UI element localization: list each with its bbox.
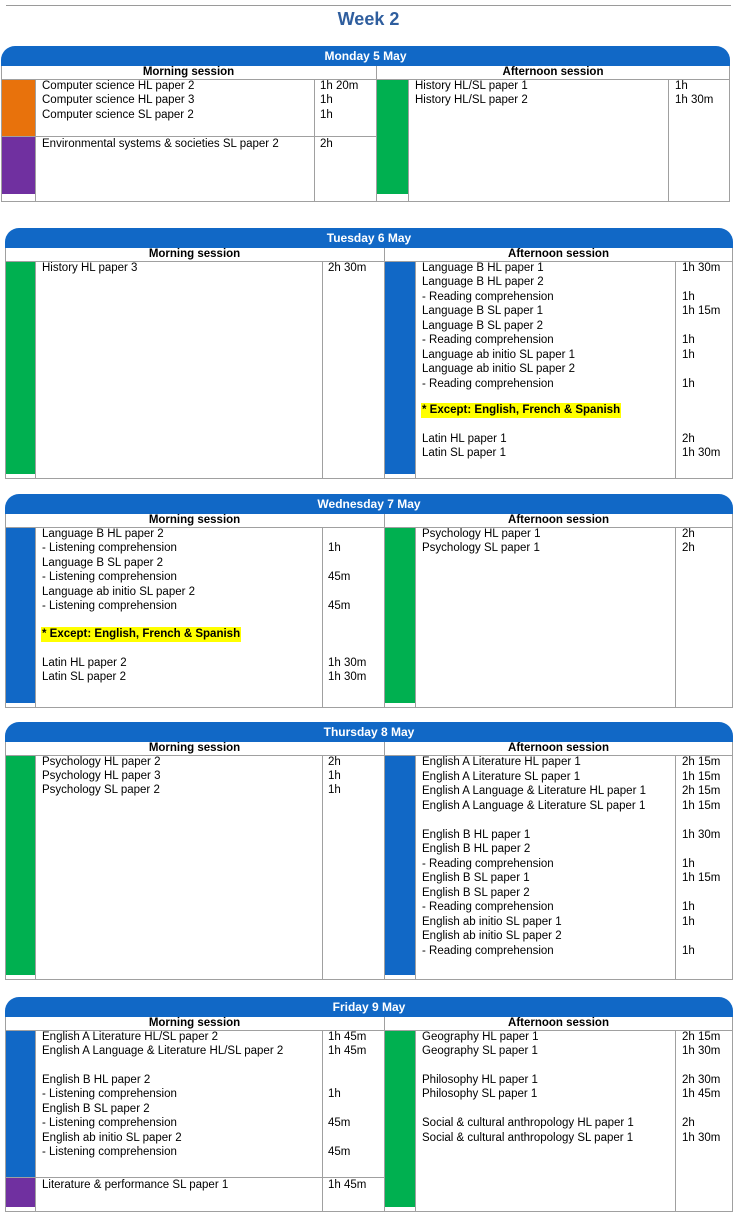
- exam-paper: - Reading comprehension: [422, 291, 554, 303]
- exam-paper: Latin HL paper 2: [42, 657, 127, 669]
- exam-duration: 2h 30m: [682, 1074, 721, 1086]
- day-block: [5, 228, 733, 479]
- divider: [732, 1017, 733, 1212]
- exam-paper: English ab initio SL paper 2: [422, 930, 562, 942]
- exam-duration: 1h 15m: [682, 305, 721, 317]
- divider: [415, 1030, 416, 1212]
- day-header: Wednesday 7 May: [5, 494, 733, 514]
- exam-paper: Latin SL paper 2: [42, 671, 126, 683]
- morning-session-header: Morning session: [148, 514, 241, 526]
- exam-duration: 1h 45m: [328, 1179, 367, 1191]
- exam-duration: 2h: [682, 433, 695, 445]
- exam-duration: 45m: [328, 1146, 351, 1158]
- exam-paper: - Reading comprehension: [422, 901, 554, 913]
- exam-duration: 1h: [682, 291, 695, 303]
- divider: [729, 66, 730, 202]
- exam-paper: Latin HL paper 1: [422, 433, 507, 445]
- divider: [668, 79, 669, 202]
- exam-duration: 1h: [682, 378, 695, 390]
- exam-duration: 1h: [682, 945, 695, 957]
- exam-paper: Language B SL paper 2: [42, 557, 164, 569]
- exam-paper: English B HL paper 2: [422, 843, 531, 855]
- exam-paper: English A Language & Literature SL paper 1: [422, 800, 646, 812]
- day-header: Friday 9 May: [5, 997, 733, 1017]
- subject-color-bar: [385, 1031, 415, 1207]
- divider: [322, 261, 323, 479]
- day-block: [5, 722, 733, 980]
- exam-paper: English B HL paper 2: [42, 1074, 151, 1086]
- exam-duration: 2h 15m: [682, 756, 721, 768]
- exam-duration: 1h 30m: [328, 657, 367, 669]
- afternoon-session-header: Afternoon session: [508, 514, 609, 526]
- exam-paper: English A Literature SL paper 1: [422, 771, 581, 783]
- exam-paper: History HL/SL paper 1: [415, 80, 528, 92]
- subject-color-bar: [385, 756, 415, 975]
- exam-paper: Language B SL paper 2: [422, 320, 544, 332]
- exam-paper: Computer science HL paper 2: [42, 80, 195, 92]
- exam-paper: Language B HL paper 1: [422, 262, 544, 274]
- exam-duration: 45m: [328, 600, 351, 612]
- exam-duration: 2h: [682, 528, 695, 540]
- divider: [322, 527, 323, 708]
- exam-paper: History HL/SL paper 2: [415, 94, 528, 106]
- exam-paper: Geography HL paper 1: [422, 1031, 539, 1043]
- exam-paper: English B SL paper 1: [422, 872, 530, 884]
- subject-color-bar: [6, 528, 35, 703]
- divider: [35, 261, 36, 479]
- exam-paper: Psychology SL paper 1: [422, 542, 540, 554]
- subject-color-bar: [377, 80, 408, 194]
- subject-color-bar: [385, 528, 415, 703]
- divider: [675, 261, 676, 479]
- exam-duration: 45m: [328, 571, 351, 583]
- divider: [732, 514, 733, 708]
- exam-duration: 1h 15m: [682, 800, 721, 812]
- exam-paper: English ab initio SL paper 1: [422, 916, 562, 928]
- exam-paper: - Listening comprehension: [42, 1117, 177, 1129]
- exam-duration: 1h: [320, 94, 333, 106]
- exception-note: * Except: English, French & Spanish: [42, 628, 241, 640]
- exam-paper: - Reading comprehension: [422, 945, 554, 957]
- exam-paper: Environmental systems & societies SL paper 2: [42, 138, 279, 150]
- exam-duration: 1h: [328, 542, 341, 554]
- morning-session-header: Morning session: [148, 248, 241, 260]
- exam-paper: - Listening comprehension: [42, 1146, 177, 1158]
- exam-paper: English B SL paper 2: [42, 1103, 150, 1115]
- exam-duration: 1h 30m: [675, 94, 714, 106]
- exam-paper: English ab initio SL paper 2: [42, 1132, 182, 1144]
- exam-paper: Computer science SL paper 2: [42, 109, 194, 121]
- exam-paper: English A Language & Literature HL paper 1: [422, 785, 646, 797]
- day-block: [5, 494, 733, 708]
- divider: [732, 742, 733, 980]
- exam-paper: Psychology HL paper 3: [42, 770, 161, 782]
- exam-paper: - Listening comprehension: [42, 571, 177, 583]
- exam-duration: 1h: [682, 916, 695, 928]
- exam-paper: Language B SL paper 1: [422, 305, 544, 317]
- morning-session-header: Morning session: [148, 1017, 241, 1029]
- exam-duration: 1h 30m: [328, 671, 367, 683]
- subject-color-bar: [6, 1178, 35, 1207]
- exam-duration: 1h: [320, 109, 333, 121]
- day-header: Thursday 8 May: [5, 722, 733, 742]
- day-header: Monday 5 May: [1, 46, 730, 66]
- subject-color-bar: [6, 1031, 35, 1178]
- divider: [35, 527, 36, 708]
- exam-paper: English A Literature HL paper 1: [422, 756, 581, 768]
- exam-paper: Language B HL paper 2: [42, 528, 164, 540]
- exam-duration: 1h 20m: [320, 80, 359, 92]
- exam-duration: 2h: [682, 1117, 695, 1129]
- day-header: Tuesday 6 May: [5, 228, 733, 248]
- day-grid: [5, 261, 733, 479]
- subject-color-bar: [2, 137, 35, 194]
- exam-duration: 1h 45m: [682, 1088, 721, 1100]
- exception-note: * Except: English, French & Spanish: [422, 404, 621, 416]
- divider: [314, 79, 315, 202]
- exam-paper: Social & cultural anthropology SL paper 1: [422, 1132, 634, 1144]
- exam-duration: 1h: [682, 349, 695, 361]
- exam-duration: 1h: [675, 80, 688, 92]
- divider: [675, 527, 676, 708]
- exam-duration: 1h 15m: [682, 872, 721, 884]
- subject-color-bar: [385, 262, 415, 474]
- exam-paper: Psychology HL paper 1: [422, 528, 541, 540]
- exam-duration: 1h 30m: [682, 1132, 721, 1144]
- exam-paper: - Listening comprehension: [42, 600, 177, 612]
- exam-paper: Philosophy HL paper 1: [422, 1074, 538, 1086]
- divider: [322, 1030, 323, 1212]
- exam-duration: 1h 30m: [682, 829, 721, 841]
- page-title: Week 2: [337, 9, 400, 29]
- exam-paper: Social & cultural anthropology HL paper 1: [422, 1117, 634, 1129]
- top-rule: [6, 5, 731, 6]
- afternoon-session-header: Afternoon session: [508, 742, 609, 754]
- subject-color-bar: [2, 80, 35, 137]
- afternoon-session-header: Afternoon session: [508, 248, 609, 260]
- exam-paper: Philosophy SL paper 1: [422, 1088, 538, 1100]
- exam-paper: Geography SL paper 1: [422, 1045, 538, 1057]
- divider: [35, 79, 36, 202]
- exam-paper: - Listening comprehension: [42, 542, 177, 554]
- exam-paper: - Reading comprehension: [422, 334, 554, 346]
- day-block: [1, 46, 730, 202]
- exam-duration: 1h 30m: [682, 447, 721, 459]
- exam-duration: 2h 15m: [682, 1031, 721, 1043]
- morning-session-header: Morning session: [148, 742, 241, 754]
- exam-duration: 1h: [682, 901, 695, 913]
- day-block: [5, 997, 733, 1212]
- subject-color-bar: [6, 756, 35, 975]
- divider: [732, 248, 733, 479]
- exam-paper: English B SL paper 2: [422, 887, 530, 899]
- exam-paper: Psychology HL paper 2: [42, 756, 161, 768]
- exam-duration: 2h 15m: [682, 785, 721, 797]
- divider: [415, 527, 416, 708]
- afternoon-session-header: Afternoon session: [502, 66, 604, 78]
- exam-paper: English A Language & Literature HL/SL paper 2: [42, 1045, 284, 1057]
- divider: [322, 755, 323, 980]
- exam-duration: 2h 30m: [328, 262, 367, 274]
- afternoon-session-header: Afternoon session: [508, 1017, 609, 1029]
- morning-session-header: Morning session: [142, 66, 235, 78]
- exam-duration: 1h 15m: [682, 771, 721, 783]
- exam-paper: Computer science HL paper 3: [42, 94, 195, 106]
- exam-paper: Latin SL paper 1: [422, 447, 506, 459]
- exam-duration: 1h 45m: [328, 1031, 367, 1043]
- exam-duration: 1h 45m: [328, 1045, 367, 1057]
- exam-duration: 2h: [682, 542, 695, 554]
- exam-duration: 1h: [682, 334, 695, 346]
- exam-paper: History HL paper 3: [42, 262, 138, 274]
- subject-color-bar: [6, 262, 35, 474]
- exam-duration: 2h: [320, 138, 333, 150]
- exam-duration: 1h: [328, 1088, 341, 1100]
- exam-duration: 1h: [328, 770, 341, 782]
- exam-paper: Language B HL paper 2: [422, 276, 544, 288]
- exam-duration: 1h: [682, 858, 695, 870]
- divider: [415, 755, 416, 980]
- exam-paper: Psychology SL paper 2: [42, 784, 160, 796]
- exam-duration: 1h 30m: [682, 1045, 721, 1057]
- divider: [35, 1030, 36, 1212]
- exam-paper: - Reading comprehension: [422, 858, 554, 870]
- exam-paper: English B HL paper 1: [422, 829, 531, 841]
- exam-paper: - Listening comprehension: [42, 1088, 177, 1100]
- exam-duration: 45m: [328, 1117, 351, 1129]
- exam-paper: - Reading comprehension: [422, 378, 554, 390]
- exam-paper: Language ab initio SL paper 1: [422, 349, 576, 361]
- exam-paper: Language ab initio SL paper 2: [42, 586, 196, 598]
- exam-paper: Literature & performance SL paper 1: [42, 1179, 229, 1191]
- divider: [35, 755, 36, 980]
- exam-paper: English A Literature HL/SL paper 2: [42, 1031, 219, 1043]
- exam-paper: Language ab initio SL paper 2: [422, 363, 576, 375]
- exam-duration: 1h 30m: [682, 262, 721, 274]
- divider: [675, 755, 676, 980]
- divider: [415, 261, 416, 479]
- exam-duration: 2h: [328, 756, 341, 768]
- divider: [675, 1030, 676, 1212]
- divider: [408, 79, 409, 202]
- exam-duration: 1h: [328, 784, 341, 796]
